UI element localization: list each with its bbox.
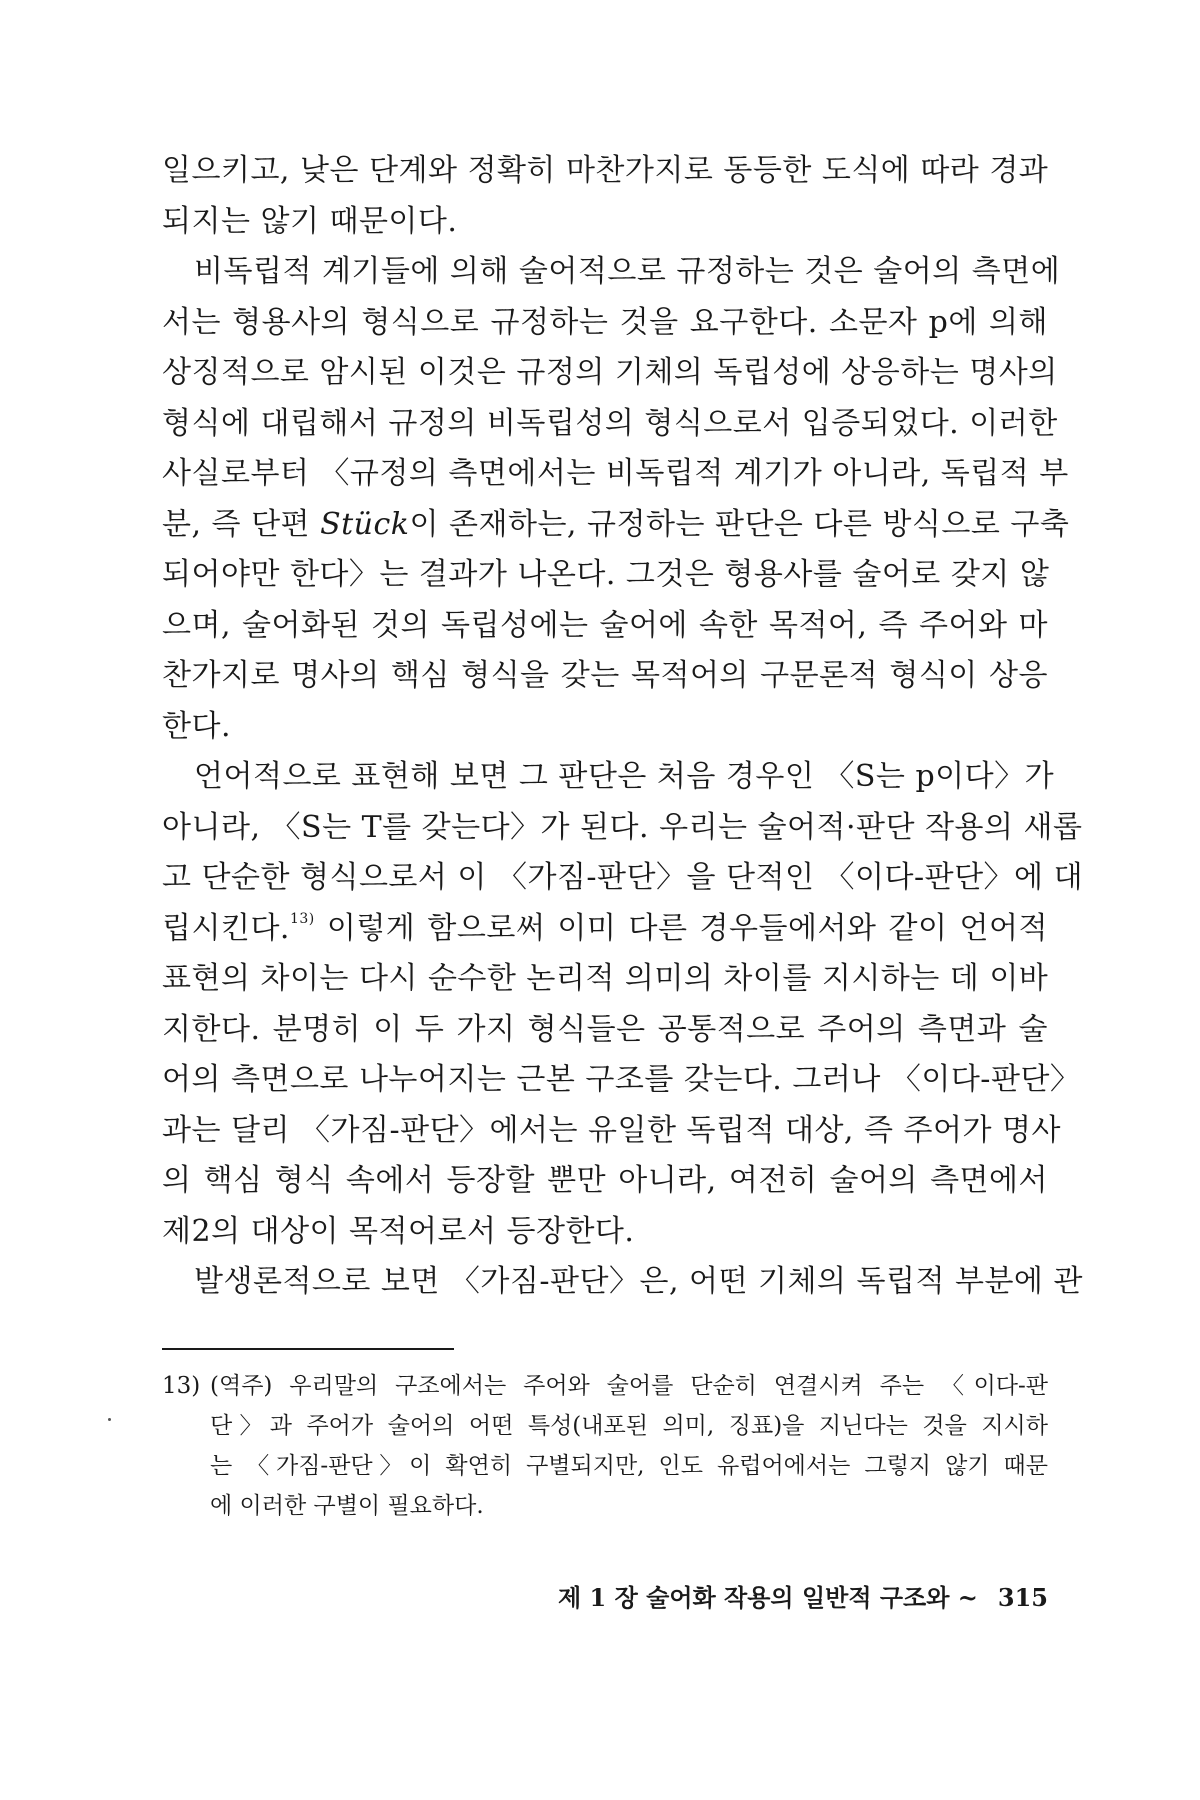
text-line: 발생론적으로 보면 〈가짐-판단〉은, 어떤 기체의 독립적 부분에 관	[194, 1264, 1083, 1299]
footnote-line	[162, 1366, 1048, 1406]
footnote-text: (역주) 우리말의 구조에서는 주어와 술어를 단순히 연결시켜 주는 〈이다-판	[210, 1373, 1048, 1399]
text-line: 제2의 대상이 목적어로서 등장한다.	[162, 1213, 635, 1249]
footnote-line: 단〉과 주어가 술어의 어떤 특성(내포된 의미, 징표)을 지닌다는 것을 지시하	[210, 1413, 1048, 1439]
text-line: 되지는 않기 때문이다.	[162, 203, 458, 239]
footnote-number: 13)	[162, 1373, 201, 1399]
text-segment: 이렇게 함으로써 이미 다른 경우들에서와 같이 언어적	[314, 910, 1048, 946]
text-line: 사실로부터 〈규정의 측면에서는 비독립적 계기가 아니라, 독립적 부	[162, 456, 1069, 491]
text-line: 으며, 술어화된 것의 독립성에는 술어에 속한 목적어, 즉 주어와 마	[162, 607, 1048, 643]
footnote-reference[interactable]: 13)	[289, 910, 315, 927]
text-line: 상징적으로 암시된 이것은 규정의 기체의 독립성에 상응하는 명사의	[162, 355, 1058, 390]
running-title: 제 1 장 술어화 작용의 일반적 구조와 ~	[558, 1583, 978, 1612]
text-line: 아니라, 〈S는 T를 갖는다〉가 된다. 우리는 술어적·판단 작용의 새롭	[162, 809, 1083, 845]
scan-speck	[108, 1418, 111, 1421]
text-line: 어의 측면으로 나누어지는 근본 구조를 갖는다. 그러나 〈이다-판단〉	[162, 1062, 1081, 1097]
foreign-word: Stück	[320, 506, 410, 542]
footnote-line: 에 이러한 구별이 필요하다.	[210, 1493, 484, 1519]
text-segment: 립시킨다.	[162, 910, 290, 946]
text-segment: 분, 즉 단편	[162, 506, 321, 542]
running-footer	[558, 1578, 1048, 1613]
text-line: 고 단순한 형식으로서 이 〈가짐-판단〉을 단적인 〈이다-판단〉에 대	[162, 860, 1084, 895]
footnote	[162, 1366, 1048, 1526]
text-line: 지한다. 분명히 이 두 가지 형식들은 공통적으로 주어의 측면과 술	[162, 1011, 1048, 1047]
text-line	[162, 904, 1048, 955]
footnote-divider	[162, 1348, 454, 1350]
text-line: 비독립적 계기들에 의해 술어적으로 규정하는 것은 술어의 측면에	[194, 254, 1061, 289]
text-segment: 이 존재하는, 규정하는 판단은 다른 방식으로 구축	[409, 506, 1070, 542]
text-line: 과는 달리 〈가짐-판단〉에서는 유일한 독립적 대상, 즉 주어가 명사	[162, 1112, 1061, 1148]
text-line: 언어적으로 표현해 보면 그 판단은 처음 경우인 〈S는 p이다〉가	[194, 759, 1055, 794]
text-line: 의 핵심 형식 속에서 등장할 뿐만 아니라, 여전히 술어의 측면에서	[162, 1163, 1048, 1198]
text-line	[162, 500, 1070, 551]
text-line: 되어야만 한다〉는 결과가 나온다. 그것은 형용사를 술어로 갖지 않	[162, 557, 1050, 592]
body-text	[162, 146, 1084, 1308]
footnote-line: 는 〈가짐-판단〉이 확연히 구별되지만, 인도 유럽어에서는 그렇지 않기 때문	[210, 1453, 1048, 1479]
text-line: 표현의 차이는 다시 순수한 논리적 의미의 차이를 지시하는 데 이바	[162, 961, 1049, 996]
page-number: 315	[997, 1583, 1048, 1612]
text-line: 서는 형용사의 형식으로 규정하는 것을 요구한다. 소문자 p에 의해	[162, 304, 1048, 340]
text-line: 찬가지로 명사의 핵심 형식을 갖는 목적어의 구문론적 형식이 상응	[162, 658, 1048, 693]
text-line: 형식에 대립해서 규정의 비독립성의 형식으로서 입증되었다. 이러한	[162, 405, 1058, 441]
text-line: 일으키고, 낮은 단계와 정확히 마찬가지로 동등한 도식에 따라 경과	[162, 153, 1049, 188]
text-line: 한다.	[162, 708, 231, 744]
